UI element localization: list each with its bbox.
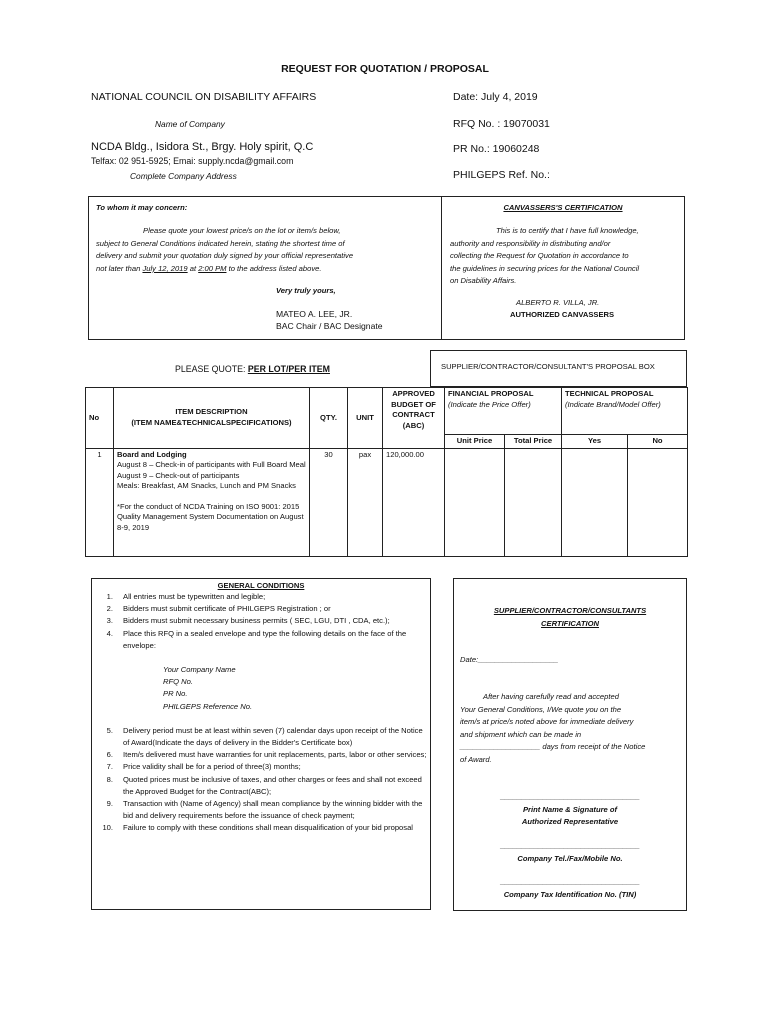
header-yes: Yes	[562, 435, 628, 449]
canvasser-body	[450, 225, 684, 288]
row-yes[interactable]	[562, 448, 628, 556]
condition-item	[93, 761, 427, 773]
company-address: NCDA Bldg., Isidora St., Brgy. Holy spirit, Q.C	[91, 141, 314, 153]
item-detail: August 9 – Check-out of participants	[117, 470, 240, 480]
technical-title: TECHNICAL PROPOSAL	[565, 389, 654, 398]
canvasser-line: the guidelines in securing prices for the National Council	[450, 263, 640, 273]
cert-line: Your General Conditions, I/We quote you on the	[460, 704, 622, 714]
signature-caption-1: Print Name & Signature of	[522, 804, 618, 814]
quote-mode-prefix: PLEASE QUOTE:	[175, 364, 248, 374]
proposal-box-header	[430, 350, 687, 387]
letter-line: delivery and submit your quotation duly signed by your official representative	[96, 251, 354, 261]
row-qty: 30	[310, 448, 348, 556]
pr-number: PR No.: 19060248	[453, 143, 540, 155]
condition-text: Transaction with (Name of Agency) shall mean compliance by the winning bidder with the bid and delivery requirements before the issuance of check payment;	[123, 799, 423, 821]
letter-body	[96, 225, 436, 275]
condition-number: 4.	[106, 628, 113, 638]
envelope-line: PHILGEPS Reference No.	[163, 701, 253, 711]
row-unit: pax	[348, 448, 383, 556]
conditions-heading: GENERAL CONDITIONS	[217, 581, 305, 590]
letter-text: at	[187, 263, 199, 273]
condition-text: Quoted prices must be inclusive of taxes, and other charges or fees and shall not exceed the Approved Budget for the Contract(ABC);	[123, 774, 422, 796]
company-contact: Telfax: 02 951-5925; Emai: supply.ncda@gmail.com	[91, 156, 294, 166]
header-unit: UNIT	[348, 388, 383, 449]
header-technical	[562, 388, 688, 435]
letter-line	[96, 263, 436, 276]
condition-item	[93, 749, 427, 761]
letter-text: to the address listed above.	[226, 263, 322, 273]
supplier-cert-heading-line2: CERTIFICATION	[541, 618, 599, 628]
condition-text: Delivery period must be at least within seven (7) calendar days upon receipt of the Notice of Award(Indicate the days of delivery in the Bidder's Certificate box)	[123, 725, 423, 748]
closing: Very truly yours,	[276, 286, 336, 295]
canvasser-line: collecting the Request for Quotation in accordance to	[450, 251, 629, 261]
envelope-details	[93, 664, 427, 713]
header-abc: APPROVED BUDGET OF CONTRACT (ABC)	[383, 388, 445, 449]
cert-line: and shipment which can be made in	[460, 729, 582, 739]
tin-caption: Company Tax Identification No. (TIN)	[503, 889, 637, 899]
financial-title: FINANCIAL PROPOSAL	[448, 389, 534, 398]
condition-item	[93, 591, 427, 603]
table-row	[86, 448, 688, 556]
row-no: 1	[86, 448, 114, 556]
envelope-line: Your Company Name	[163, 665, 236, 675]
tin-block	[453, 876, 687, 901]
letter-line: Please quote your lowest price/s on the lot or item/s below,	[143, 226, 341, 235]
condition-text: Item/s delivered must have warranties for unit replacements, parts, labor or other services;	[123, 750, 427, 760]
canvasser-name: ALBERTO R. VILLA, JR.	[516, 298, 600, 307]
condition-text: Bidders must submit necessary business permits ( SEC, LGU, DTI , CDA, etc.);	[123, 616, 390, 626]
envelope-line: RFQ No.	[163, 677, 193, 687]
item-detail: August 8 – Check-in of participants with Full Board Meal	[117, 460, 306, 469]
cert-line: of Award.	[460, 754, 492, 764]
item-detail: *For the conduct of NCDA Training on ISO 9001: 2015 Quality Management System Documentation on August 8-9, 2019	[117, 501, 304, 532]
condition-text: All entries must be typewritten and legible;	[123, 592, 266, 601]
financial-note: (Indicate the Price Offer)	[448, 399, 531, 409]
row-unit-price[interactable]	[445, 448, 505, 556]
row-description	[114, 448, 310, 556]
condition-number: 10.	[102, 823, 113, 833]
tin-line[interactable]: _________________________________	[500, 877, 640, 886]
condition-number: 9.	[106, 799, 113, 809]
conditions-list-part1	[93, 591, 427, 652]
header-description-title: ITEM DESCRIPTION	[175, 407, 248, 417]
deadline-time: 2:00 PM	[198, 263, 227, 273]
signatory-title: BAC Chair / BAC Designate	[276, 321, 383, 331]
quote-mode	[175, 364, 330, 374]
signature-caption-2: Authorized Representative	[521, 817, 619, 827]
canvasser-line: on Disability Affairs.	[450, 276, 517, 286]
canvasser-line: This is to certify that I have full knowledge,	[496, 226, 639, 235]
deadline-date: July 12, 2019	[142, 263, 188, 273]
letter-line: subject to General Conditions indicated herein, stating the shortest time of	[96, 238, 345, 248]
company-caption: Name of Company	[155, 119, 225, 129]
salutation: To whom it may concern:	[96, 203, 188, 212]
condition-number: 6.	[106, 750, 113, 760]
condition-item	[93, 628, 427, 652]
item-name: Board and Lodging	[117, 449, 187, 459]
condition-item	[93, 774, 427, 798]
items-table	[85, 387, 688, 557]
signature-block	[453, 791, 687, 829]
supplier-cert-date: Date:___________________	[460, 655, 559, 664]
canvasser-line: authority and responsibility in distributing and/or	[450, 238, 611, 248]
header-unit-price: Unit Price	[445, 435, 505, 449]
canvasser-role: AUTHORIZED CANVASSERS	[510, 310, 615, 319]
conditions-list	[93, 591, 427, 835]
condition-text: Bidders must submit certificate of PHILGEPS Registration ; or	[123, 604, 331, 614]
signatory-name: MATEO A. LEE, JR.	[276, 309, 353, 319]
condition-item	[93, 725, 427, 749]
rfq-date: Date: July 4, 2019	[453, 91, 538, 103]
tel-caption: Company Tel./Fax/Mobile No.	[517, 853, 623, 863]
condition-number: 7.	[106, 762, 113, 772]
row-abc: 120,000.00	[383, 448, 445, 556]
condition-number: 5.	[106, 725, 113, 735]
condition-number: 3.	[106, 616, 113, 626]
header-description	[114, 388, 310, 449]
header-description-note: (ITEM NAME&TECHNICALSPECIFICATIONS)	[131, 417, 292, 427]
cert-line: ___________________ days from receipt of the Notice	[460, 742, 646, 752]
supplier-cert-body	[460, 691, 686, 767]
condition-item	[93, 603, 427, 615]
condition-text: Failure to comply with these conditions shall mean disqualification of your bid proposal	[123, 823, 413, 833]
condition-text: Price validity shall be for a period of three(3) months;	[123, 762, 301, 772]
condition-number: 1.	[106, 592, 113, 601]
signature-line[interactable]: _________________________________	[500, 792, 640, 801]
envelope-line: PR No.	[163, 689, 188, 699]
tel-block	[453, 840, 687, 865]
cert-line: item/s at price/s noted above for immediate delivery	[460, 717, 634, 727]
condition-item	[93, 822, 427, 834]
supplier-cert-heading-line1: SUPPLIER/CONTRACTOR/CONSULTANTS	[493, 606, 647, 615]
canvasser-heading: CANVASSERS'S CERTIFICATION	[503, 203, 623, 212]
conditions-list-part2	[93, 725, 427, 835]
rfq-number: RFQ No. : 19070031	[453, 118, 550, 130]
supplier-cert-heading	[453, 605, 687, 630]
row-total-price[interactable]	[505, 448, 562, 556]
header-no: No	[86, 388, 114, 449]
company-name: NATIONAL COUNCIL ON DISABILITY AFFAIRS	[91, 91, 317, 103]
row-no[interactable]	[628, 448, 688, 556]
header-financial	[445, 388, 562, 435]
letter-text: not later than	[96, 263, 143, 273]
header-qty: QTY.	[310, 388, 348, 449]
box-divider	[441, 196, 442, 340]
condition-number: 8.	[106, 774, 113, 784]
header-no-tech: No	[628, 435, 688, 449]
philgeps-ref: PHILGEPS Ref. No.:	[453, 169, 550, 181]
page-title: REQUEST FOR QUOTATION / PROPOSAL	[281, 63, 489, 75]
condition-item	[93, 615, 427, 627]
cert-line: After having carefully read and accepted	[483, 692, 619, 701]
condition-item	[93, 798, 427, 822]
proposal-box-label: SUPPLIER/CONTRACTOR/CONSULTANT'S PROPOSAL BOX	[441, 362, 655, 371]
technical-note: (Indicate Brand/Model Offer)	[565, 399, 661, 409]
tel-line[interactable]: _________________________________	[500, 841, 640, 850]
condition-number: 2.	[106, 604, 113, 614]
quote-mode-value: PER LOT/PER ITEM	[247, 364, 330, 374]
condition-text: Place this RFQ in a sealed envelope and type the following details on the face of the envelope:	[123, 628, 407, 650]
header-total-price: Total Price	[505, 435, 562, 449]
address-caption: Complete Company Address	[130, 171, 237, 181]
item-detail: Meals: Breakfast, AM Snacks, Lunch and PM Snacks	[117, 481, 296, 490]
